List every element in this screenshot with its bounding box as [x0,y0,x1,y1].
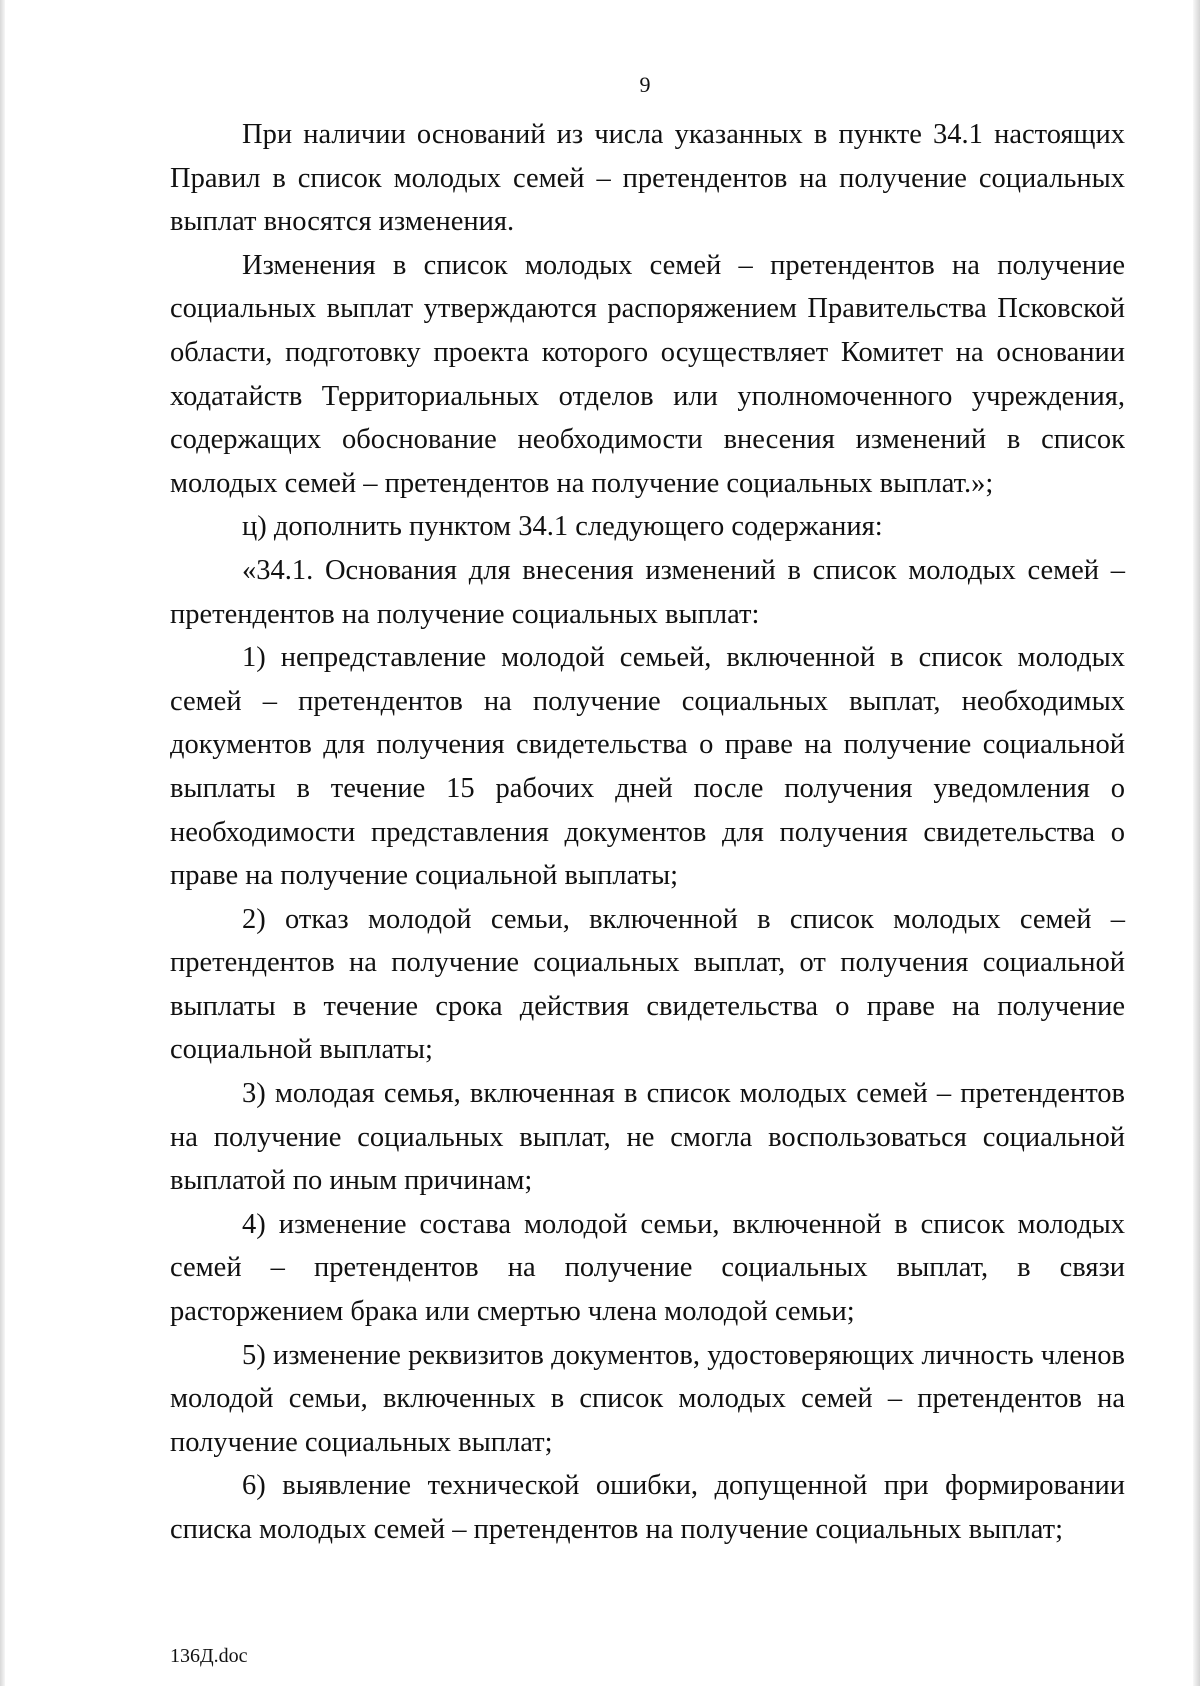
scan-edge-left [0,0,5,1686]
footer-filename: 136Д.doc [170,1645,248,1667]
list-item-5: 5) изменение реквизитов документов, удостоверяющих личность членов молодой семьи, включенных в список молодых семей – претендентов на получение социальных выплат; [170,1339,1125,1458]
paragraph-changes-intro: При наличии оснований из числа указанных в пункте 34.1 настоящих Правил в список молодых семей – претендентов на получение социальных выплат вносятся изменения. [170,119,1125,238]
list-item-1: 1) непредставление молодой семьей, включенной в список молодых семей – претендентов на получение социальных выплат, необходимых документов для получения свидетельства о праве на получение социальной выплаты в течение 15 рабочих дней после получения уведомления о необходимости представления документов для получения свидетельства о праве на получение социальной выплаты; [170,642,1125,892]
paragraph-changes-approval: Изменения в список молодых семей – претендентов на получение социальных выплат утверждаются распоряжением Правительства Псковской области, подготовку проекта которого осуществляет Комитет на основании ходатайств Территориальных отделов или уполномоченного учреждения, содержащих обоснование необходимости внесения изменений в список молодых семей – претендентов на получение социальных выплат.»; [170,249,1125,499]
list-item-3: 3) молодая семья, включенная в список молодых семей – претендентов на получение социальных выплат, не смогла воспользоваться социальной выплатой по иным причинам; [170,1078,1125,1197]
list-item-6: 6) выявление технической ошибки, допущенной при формировании списка молодых семей – претендентов на получение социальных выплат; [170,1470,1125,1545]
document-body [170,113,1125,1552]
page-number: 9 [639,72,651,97]
list-item-2: 2) отказ молодой семьи, включенной в список молодых семей – претендентов на получение социальных выплат, от получения социальной выплаты в течение срока действия свидетельства о праве на получение социальной выплаты; [170,903,1125,1066]
paragraph-clause-34-1: «34.1. Основания для внесения изменений в список молодых семей – претендентов на получение социальных выплат: [170,554,1125,630]
list-item-4: 4) изменение состава молодой семьи, включенной в список молодых семей – претендентов на получение социальных выплат, в связи расторжением брака или смертью члена молодой семьи; [170,1208,1125,1328]
scan-edge-right [1193,0,1200,1686]
paragraph-amendment-c: ц) дополнить пунктом 34.1 следующего содержания: [242,511,883,543]
